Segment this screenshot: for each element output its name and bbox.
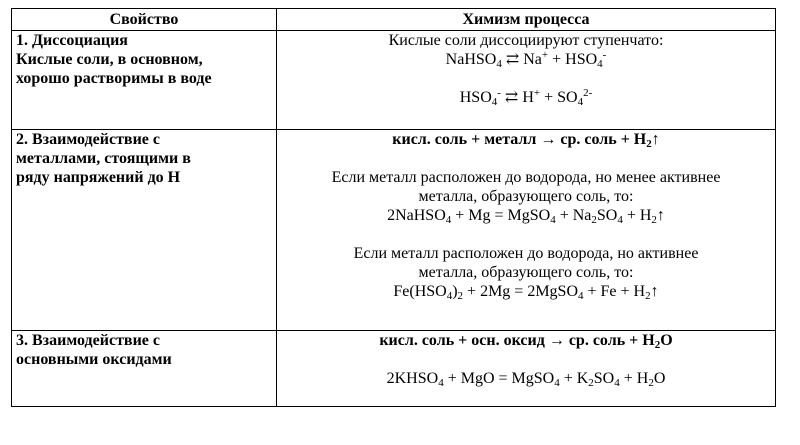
table-row — [12, 31, 776, 130]
condition-text: Если металл расположен до водорода, но менее активнее — [331, 169, 721, 186]
condition-text: Если металл расположен до водорода, но активнее — [353, 245, 699, 262]
property-line: ряду напряжений до Н — [16, 169, 181, 186]
chemistry-cell — [277, 130, 776, 331]
chemistry-cell — [277, 31, 776, 130]
table-row — [12, 331, 776, 407]
table-row — [12, 130, 776, 331]
property-line: 3. Взаимодействие с — [16, 332, 160, 349]
property-line: основными оксидами — [16, 351, 172, 368]
property-line: хорошо растворимы в воде — [16, 70, 212, 87]
equation: 2NaHSO$_4$ + Mg = MgSO$_4$ + $Na_2SO_4$ + $H_2↑$ — [387, 207, 665, 226]
equation: $HSO_4^-$ ⇄ $H^+ + SO_4^{2-}$ — [459, 87, 593, 108]
property-cell — [12, 130, 277, 331]
chemistry-table — [11, 8, 776, 407]
reaction-scheme: кисл. соль + осн. оксид → ср. соль + $H_2O$ — [379, 332, 673, 351]
property-line: Кислые соли, в основном, — [16, 51, 203, 68]
header-chemistry: Химизм процесса — [277, 9, 776, 31]
property-cell — [12, 31, 277, 130]
header-property: Свойство — [12, 9, 277, 31]
chem-intro: Кислые соли диссоциируют ступенчато: — [388, 32, 664, 49]
equation: $2KHSO_4$ + MgO = MgSO$_4$ + $K_2SO_4 + H_2O$ — [386, 370, 666, 389]
condition-text: металла, образующего соль, то: — [418, 264, 634, 281]
property-cell — [12, 331, 277, 407]
property-line: 2. Взаимодействие с — [16, 131, 160, 148]
reaction-scheme: кисл. соль + металл → ср. соль + $H_2↑$ — [392, 131, 660, 150]
property-line: 1. Диссоциация — [16, 32, 128, 49]
equation: NaHSO$_4$ ⇄ $Na^+ + HSO_4^-$ — [445, 49, 607, 70]
chemistry-cell — [277, 331, 776, 407]
header-row — [12, 9, 776, 31]
equation: $Fe(HSO_4)_2 + 2Mg$ = 2MgSO$_4$ + $Fe + H_2↑$ — [393, 283, 659, 302]
condition-text: металла, образующего соль, то: — [418, 188, 634, 205]
property-line: металлами, стоящими в — [16, 150, 191, 167]
